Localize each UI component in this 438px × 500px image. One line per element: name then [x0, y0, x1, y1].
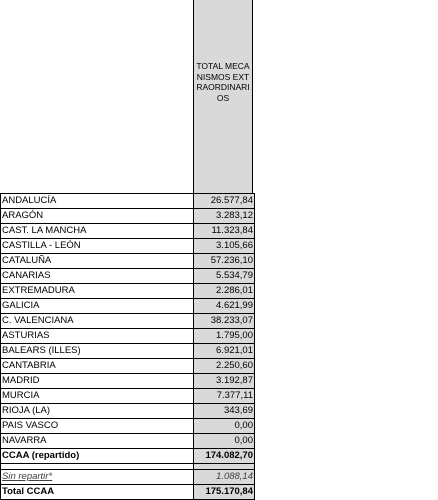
value-cell[interactable]: 3.192,87: [194, 374, 255, 389]
region-name-cell[interactable]: GALICIA: [1, 299, 194, 314]
table-row: [1, 239, 255, 254]
value-cell[interactable]: 2.286,01: [194, 284, 255, 299]
table-body: [1, 194, 255, 500]
value-cell[interactable]: 38.233,07: [194, 314, 255, 329]
region-name-cell[interactable]: C. VALENCIANA: [1, 314, 194, 329]
region-name-cell[interactable]: CAST. LA MANCHA: [1, 224, 194, 239]
table-row: [1, 224, 255, 239]
subtotal-row: [1, 449, 255, 464]
region-name-cell[interactable]: CASTILLA - LEÓN: [1, 239, 194, 254]
value-cell[interactable]: 57.236,10: [194, 254, 255, 269]
table-row: [1, 359, 255, 374]
table-row: [1, 374, 255, 389]
table-row: [1, 389, 255, 404]
table-row: [1, 344, 255, 359]
value-cell[interactable]: 0,00: [194, 434, 255, 449]
value-cell[interactable]: 174.082,70: [194, 449, 255, 464]
value-cell[interactable]: 1.088,14: [194, 470, 255, 485]
region-name-cell[interactable]: NAVARRA: [1, 434, 194, 449]
value-cell[interactable]: 3.105,66: [194, 239, 255, 254]
region-name-cell[interactable]: RIOJA (LA): [1, 404, 194, 419]
table-row: [1, 194, 255, 209]
value-cell[interactable]: 3.283,12: [194, 209, 255, 224]
region-name-cell[interactable]: EXTREMADURA: [1, 284, 194, 299]
table-row: [1, 254, 255, 269]
table-row: [1, 269, 255, 284]
unallocated-row: [1, 470, 255, 485]
region-name-cell[interactable]: MADRID: [1, 374, 194, 389]
value-cell[interactable]: 7.377,11: [194, 389, 255, 404]
region-name-cell[interactable]: PAIS VASCO: [1, 419, 194, 434]
region-name-cell[interactable]: Total CCAA: [1, 485, 194, 500]
region-name-cell[interactable]: CANARIAS: [1, 269, 194, 284]
value-cell[interactable]: 5.534,79: [194, 269, 255, 284]
value-cell[interactable]: 343,69: [194, 404, 255, 419]
table-row: [1, 314, 255, 329]
value-cell[interactable]: 4.621,99: [194, 299, 255, 314]
value-cell[interactable]: 2.250,60: [194, 359, 255, 374]
value-cell[interactable]: 11.323,84: [194, 224, 255, 239]
table-row: [1, 209, 255, 224]
region-name-cell[interactable]: CANTABRIA: [1, 359, 194, 374]
table-row: [1, 299, 255, 314]
table-row: [1, 434, 255, 449]
table-row: [1, 284, 255, 299]
value-cell[interactable]: 0,00: [194, 419, 255, 434]
region-name-cell[interactable]: ASTURIAS: [1, 329, 194, 344]
region-name-cell[interactable]: CCAA (repartido): [1, 449, 194, 464]
region-name-cell[interactable]: ARAGÓN: [1, 209, 194, 224]
region-name-cell[interactable]: Sin repartir*: [1, 470, 194, 485]
value-cell[interactable]: 6.921,01: [194, 344, 255, 359]
region-name-cell[interactable]: MURCIA: [1, 389, 194, 404]
column-header-total-mecanismos[interactable]: [193, 0, 253, 193]
data-table: [0, 193, 255, 500]
table-row: [1, 329, 255, 344]
region-name-cell[interactable]: CATALUÑA: [1, 254, 194, 269]
value-cell[interactable]: 175.170,84: [194, 485, 255, 500]
region-name-cell[interactable]: BALEARS (ILLES): [1, 344, 194, 359]
value-cell[interactable]: 26.577,84: [194, 194, 255, 209]
table-row: [1, 404, 255, 419]
table-row: [1, 419, 255, 434]
column-header-label: TOTAL MECANISMOS EXTRAORDINARIOS: [196, 61, 250, 103]
total-row: [1, 485, 255, 500]
value-cell[interactable]: 1.795,00: [194, 329, 255, 344]
region-name-cell[interactable]: ANDALUCÍA: [1, 194, 194, 209]
